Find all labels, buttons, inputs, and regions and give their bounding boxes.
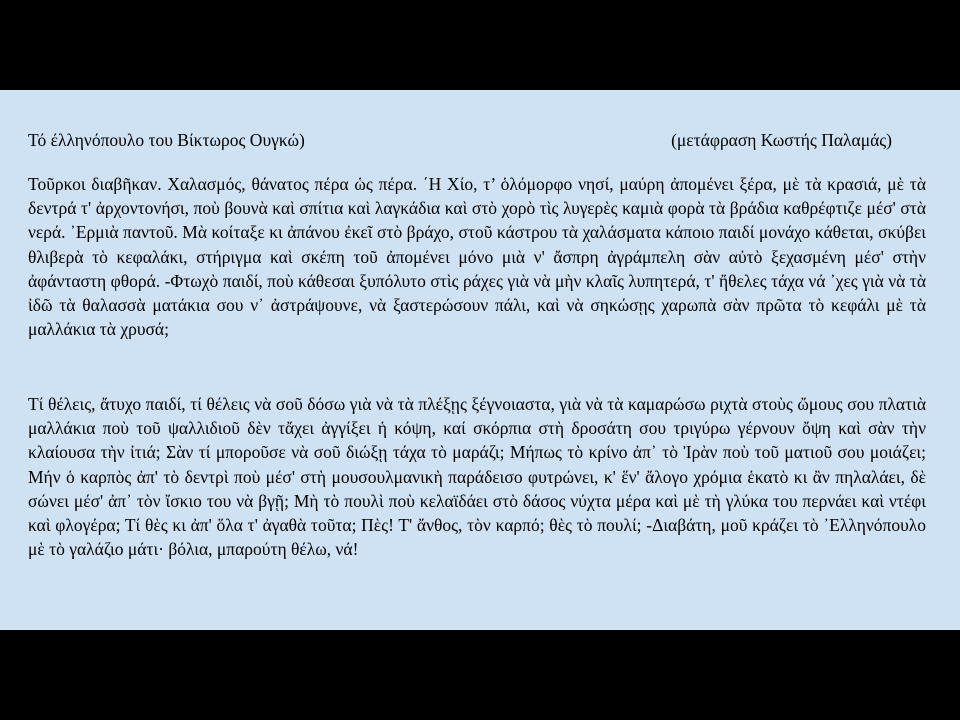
title-row [28,130,892,154]
translator-note: (μετάφραση Κωστής Παλαμάς) [671,130,892,150]
paragraph-1: Τοῦρκοι διαβῆκαν. Χαλασμός, θάνατος πέρα ὡς πέρα. ΄Η Χίο, τ’ ὁλόμορφο νησί, μαύρη ἀπομένει ξέρα, μὲ τὰ κρασιά, μὲ τὰ δεντρά τ' ἀρχοντονήσι, ποὺ βουνὰ καὶ σπίτια καὶ λαγκάδια καὶ στὸ χορὸ τὶς λυγερὲς καμιὰ φορὰ τὰ βράδια καθρέφτιζε μέσ' στὰ νερά. ᾿Ερμιὰ παντοῦ. Μὰ κοίταξε κι ἀπάνου ἐκεῖ στὸ βράχο, στοῦ κάστρου τὰ χαλάσματα κάποιο παιδί μονάχο κάθεται, σκύβει θλιβερὰ τὸ κεφαλάκι, στήριγμα καὶ σκέπη τοῦ ἀπομένει μόνο μιὰ ν' ἄσπρη ἀγράμπελη σὰν αὐτὸ ξεχασμένη μέσ' στὴν ἀφάνταστη φθορά. -Φτωχὸ παιδί, ποὺ κάθεσαι ξυπόλυτο στὶς ράχες γιὰ νὰ μὴν κλαῖς λυπητερά, τ' ἤθελες τάχα νά ᾿χες γιὰ νὰ τὰ ἰδῶ τὰ θαλασσὰ ματάκια σου ν᾿ ἀστράψουνε, νὰ ξαστερώσουν πάλι, καὶ νὰ σηκώσῃς χαρωπὰ σὰν πρῶτα τὸ κεφάλι μὲ τὰ μαλλάκια τὰ χρυσά; [28,174,926,340]
slide-panel [0,90,960,630]
paragraph-2: Τί θέλεις, ἄτυχο παιδί, τί θέλεις νὰ σοῦ δόσω γιὰ νὰ τὰ πλέξῃς ξέγνοιαστα, γιὰ νὰ τὰ καμαρώσω ριχτὰ στοὺς ὤμους σου πλατιὰ μαλλάκια ποὺ τοῦ ψαλλιδιοῦ δὲν τἄχει ἀγγίξει ἡ κόψη, καί σκόρπια στὴ δροσάτη σου τριγύρω γέρνουν ὄψη καὶ σὰν τὴν κλαίουσα τὴν ἰτιά; Σὰν τί μποροῦσε νὰ σοῦ διώξῃ τάχα τὸ μαράζι; Μήπως τὸ κρίνο ἀπ᾿ τὸ Ἰρὰν ποὺ τοῦ ματιοῦ σου μοιάζει; Μήν ὁ καρπὸς ἀπ' τὸ δεντρὶ ποὺ μέσ' στὴ μουσουλμανικὴ παράδεισο φυτρώνει, κ' ἕν' ἄλογο χρόμια ἑκατὸ κι ἂν πηλαλάει, δὲ σώνει μέσ' ἀπ᾿ τὸν ἴσκιο του νὰ βγῇ; Μὴ τὸ πουλὶ ποὺ κελαϊδάει στὸ δάσος νύχτα μέρα καὶ μὲ τὴ γλύκα του περνάει καὶ ντέφι καὶ φλογέρα; Τί θὲς κι ἀπ' ὅλα τ' ἀγαθὰ τοῦτα; Πὲς! Τ' ἄνθος, τὸν καρπό; θὲς τὸ πουλί; -Διαβάτη, μοῦ κράζει τὸ ᾿Ελληνόπουλο μὲ τὸ γαλάζιο μάτι· βόλια, μπαρούτη θέλω, νά! [28,394,926,560]
document-title: Τό έλληνόπουλο του Βίκτωρος Ουγκώ) [28,130,305,150]
